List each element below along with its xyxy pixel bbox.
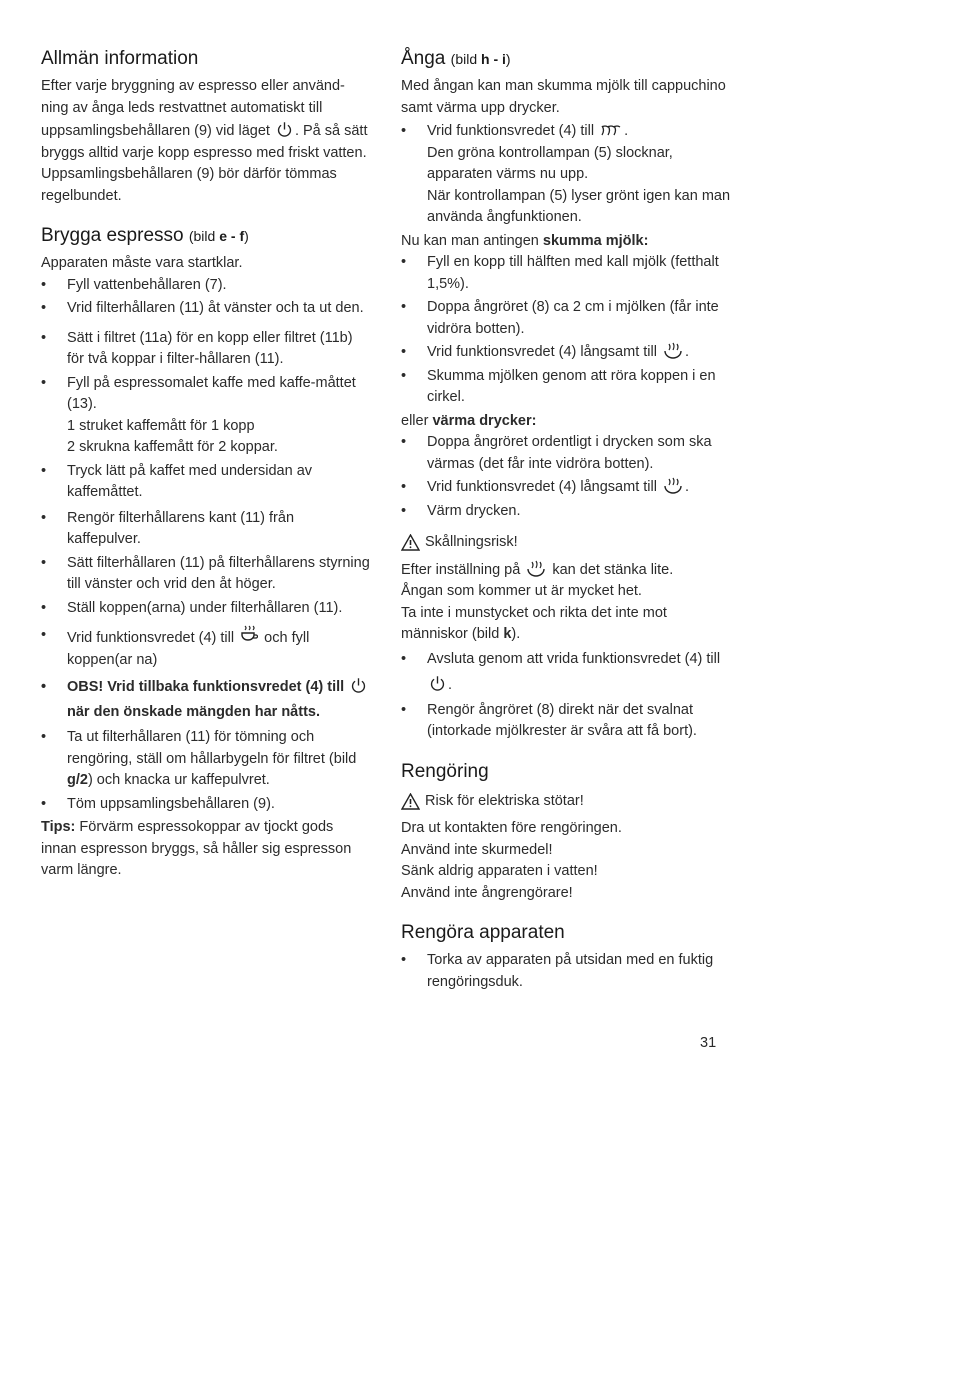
- power-icon: [429, 675, 446, 692]
- tips-paragraph: Tips: Förvärm espressokoppar av tjockt gods innan espresson bryggs, så håller sig espresson varm längre.: [41, 819, 352, 878]
- figure-ref: (bild h - i): [450, 51, 511, 67]
- list-item: • Tryck lätt på kaffet med undersidan av kaffemåttet.: [41, 461, 371, 504]
- page-number: 31: [700, 1035, 717, 1051]
- title-text: Brygga espresso: [41, 225, 184, 246]
- section-brew-espresso: [41, 223, 371, 882]
- list-item: • Skumma mjölken genom att röra koppen i en cirkel.: [401, 366, 731, 409]
- list-item: • Vrid filterhållaren (11) åt vänster och ta ut den.: [41, 298, 371, 320]
- list-item: • Vrid funktionsvredet (4) långsamt till .: [401, 342, 731, 364]
- list-item: • Doppa ångröret (8) ca 2 cm i mjölken (får inte vidröra botten).: [401, 297, 731, 340]
- warning-icon: [401, 534, 420, 551]
- espresso-cup-icon: [240, 625, 258, 645]
- list-item: • Doppa ångröret ordentligt i drycken som ska värmas (det får inte vidröra botten).: [401, 432, 731, 475]
- warning-icon: [401, 793, 420, 810]
- list-item: • Torka av apparaten på utsidan med en fuktig rengöringsduk.: [401, 950, 731, 993]
- power-icon: [276, 121, 293, 138]
- list-item: • Vrid funktionsvredet (4) till och fyll koppen(ar na): [41, 625, 371, 671]
- paragraph: [41, 121, 371, 207]
- paragraph: Med ångan kan man skumma mjölk till cappuchino samt värma upp drycker.: [401, 78, 726, 116]
- end-list: [401, 646, 731, 743]
- paragraph: Ta inte i munstycket och rikta det inte mot människor (bild k).: [401, 604, 667, 642]
- steam-icon: [600, 124, 622, 138]
- warning-text: Risk för elektriska stötar!: [425, 792, 584, 809]
- list-item: • Fyll på espressomalet kaffe med kaffe-måttet (13). 1 struket kaffemått för 1 kopp 2 skrukna kaffemått för 2 koppar.: [41, 373, 371, 459]
- paragraph: Sänk aldrig apparaten i vatten!: [401, 863, 598, 879]
- paragraph: Använd inte ångrengörare!: [401, 884, 573, 901]
- list-item: • Sätt i filtret (11a) för en kopp eller filtret (11b) för två koppar i filter-hållaren (11).: [41, 328, 371, 371]
- figure-ref: (bild e - f): [188, 228, 249, 244]
- list-item: • Värm drycken.: [401, 501, 731, 523]
- section-title: [41, 223, 371, 249]
- steam-froth-icon: [526, 560, 546, 577]
- section-title: Ånga (bild h - i): [401, 48, 511, 69]
- heat-list: [401, 432, 731, 522]
- paragraph: Efter varje bryggning av espresso eller använd-ning av ånga leds restvattnet automatiskt till: [41, 78, 345, 116]
- paragraph: Använd inte skurmedel!: [401, 841, 553, 858]
- section-title: Rengöra apparaten: [401, 922, 565, 943]
- paragraph: Apparaten måste vara startklar.: [41, 255, 243, 271]
- list-item: • Avsluta genom att vrida funktionsvredet (4) till .: [401, 646, 731, 698]
- list-item: • Rengör filterhållarens kant (11) från kaffepulver.: [41, 508, 371, 551]
- section-cleaning: [401, 759, 731, 905]
- list-item: • Ta ut filterhållaren (11) för tömning och rengöring, ställ om hållarbygeln för filtret (bild g/2) och knacka ur kaffepulvret.: [41, 727, 371, 792]
- paragraph: Nu kan man antingen skumma mjölk:: [401, 232, 649, 249]
- section-clean-device: [401, 920, 731, 993]
- warning-text: Skållningsrisk!: [425, 534, 518, 550]
- paragraph: Efter inställning på kan det stänka lite.: [401, 561, 674, 578]
- froth-list: [401, 252, 731, 409]
- paragraph: Ångan som kommer ut är mycket het.: [401, 583, 642, 599]
- list-item: • Sätt filterhållaren (11) på filterhållarens styrning till vänster och vrid den åt höger.: [41, 553, 371, 596]
- left-column: [41, 46, 371, 898]
- instruction-list: [401, 121, 731, 229]
- steam-froth-icon: [663, 342, 683, 359]
- list-item: • Ställ koppen(arna) under filterhållaren (11).: [41, 598, 371, 620]
- text: uppsamlingsbehållaren (9) vid läget: [41, 123, 270, 139]
- section-title: Allmän information: [41, 48, 199, 69]
- instruction-list: [41, 275, 371, 816]
- scald-warning: [401, 532, 731, 554]
- paragraph: eller värma drycker:: [401, 412, 537, 429]
- list-item: • OBS! Vrid tillbaka funktionsvredet (4) till när den önskade mängden har nåtts.: [41, 675, 371, 725]
- power-icon: [350, 677, 367, 694]
- electric-warning: [401, 791, 731, 813]
- section-title: Rengöring: [401, 760, 489, 782]
- instruction-list: [401, 950, 731, 993]
- list-item: • Rengör ångröret (8) direkt när det svalnat (intorkade mjölkrester är svåra att få bort).: [401, 700, 731, 743]
- paragraph: Dra ut kontakten före rengöringen.: [401, 820, 622, 836]
- section-general-info: [41, 46, 371, 207]
- right-column: [401, 46, 731, 1009]
- list-item: • Töm uppsamlingsbehållaren (9).: [41, 794, 371, 816]
- text: . På så sätt bryggs alltid varje kopp espresso med friskt vatten. Uppsamlingsbehållaren (9) bör därför tömmas regelbundet.: [41, 123, 368, 204]
- list-item: • Vrid funktionsvredet (4) långsamt till .: [401, 477, 731, 499]
- list-item: • Vrid funktionsvredet (4) till . Den gröna kontrollampan (5) slocknar, apparaten värms nu upp. När kontrollampan (5) lyser grönt igen kan man använda ångfunktionen.: [401, 121, 731, 229]
- list-item: • Fyll vattenbehållaren (7).: [41, 275, 371, 297]
- list-item: • Fyll en kopp till hälften med kall mjölk (fetthalt 1,5%).: [401, 252, 731, 295]
- steam-froth-icon: [663, 477, 683, 494]
- section-steam: [401, 46, 731, 743]
